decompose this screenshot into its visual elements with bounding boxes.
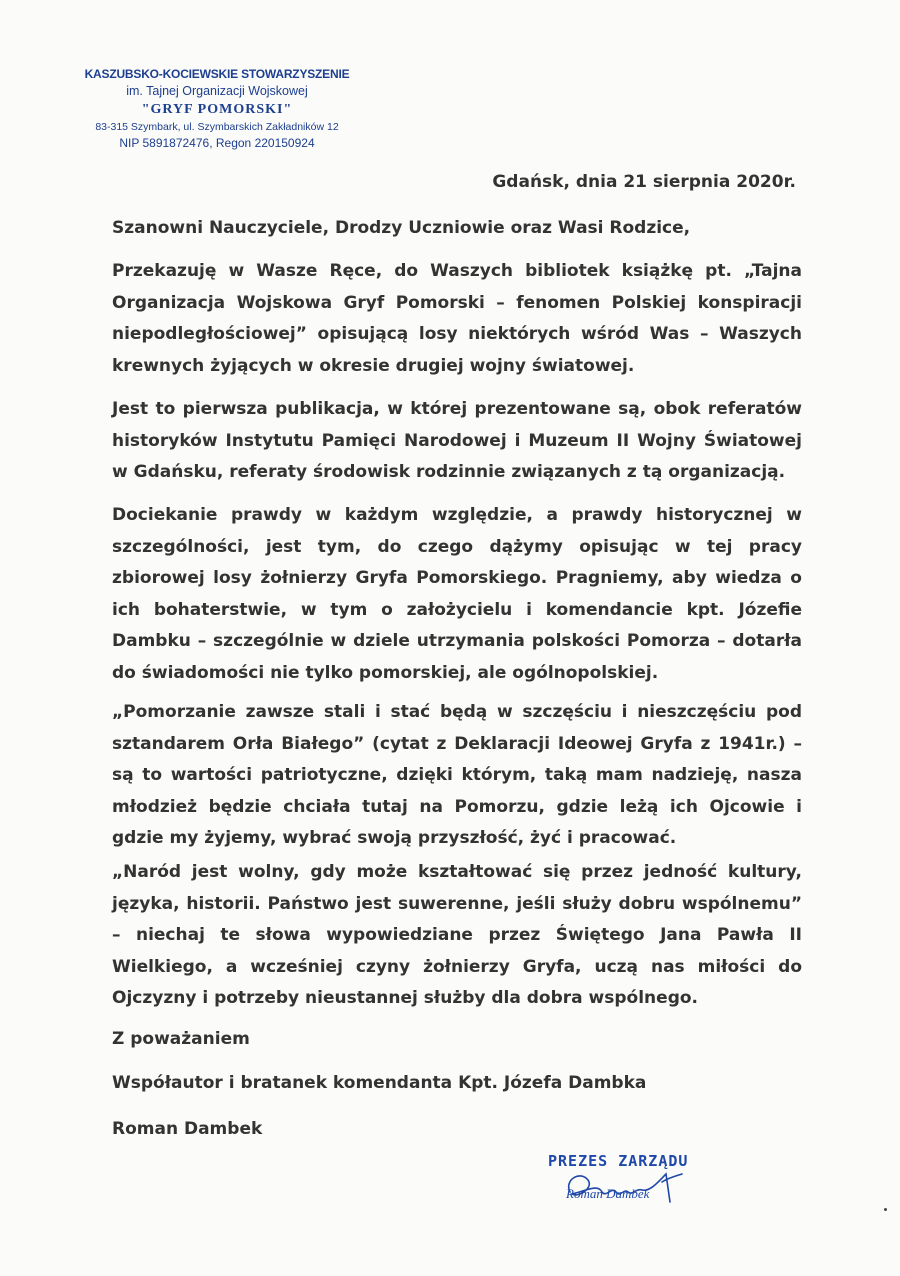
organization-registry: NIP 5891872476, Regon 220150924 — [119, 136, 315, 150]
paragraph-5: „Naród jest wolny, gdy może kształtować się przez jedność kultury, języka, historii. Państwo jest suwerenne, jeśli służy dobru wspólnemu” – niechaj te słowa wypowiedziane przez Świętego Jana Pawła II Wielkiego, a wcześniej czyny żołnierzy Gryfa, uczą nas miłości do Ojczyzny i potrzeby nieustannej służby dla dobra wspólnego. — [112, 862, 802, 1008]
organization-line-1: KASZUBSKO-KOCIEWSKIE STOWARZYSZENIE — [84, 67, 350, 81]
author-name: Roman Dambek — [112, 1119, 263, 1139]
paragraph-1: Przekazuję w Wasze Ręce, do Waszych bibliotek książkę pt. „Tajna Organizacja Wojskowa Gryf Pomorski – fenomen Polskiej konspiracji niepodległościowej” opisującą losy niektórych wśród Was – Waszych krewnych żyjących w okresie drugiej wojny światowej. — [112, 261, 802, 376]
handwritten-signature — [558, 1162, 708, 1212]
organization-address: 83-315 Szymbark, ul. Szymbarskich Zakładników 12 — [95, 121, 339, 133]
paragraph-2: Jest to pierwsza publikacja, w której prezentowane są, obok referatów historyków Instytutu Pamięci Narodowej i Muzeum II Wojny Światowej w Gdańsku, referaty środowisk rodzinnie związanych z tą organizacją. — [112, 399, 802, 482]
greeting: Szanowni Nauczyciele, Drodzy Uczniowie oraz Wasi Rodzice, — [112, 218, 691, 238]
page-speck — [884, 1208, 887, 1211]
letter-date: Gdańsk, dnia 21 sierpnia 2020r. — [492, 172, 796, 192]
coauthor-line: Współautor i bratanek komendanta Kpt. Józefa Dambka — [112, 1073, 647, 1093]
organization-name: "GRYF POMORSKI" — [141, 102, 293, 117]
paragraph-4: „Pomorzanie zawsze stali i stać będą w szczęściu i nieszczęściu pod sztandarem Orła Białego” (cytat z Deklaracji Ideowej Gryfa z 1941r.) – są to wartości patriotyczne, dzięki którym, taką mam nadzieję, nasza młodzież będzie chciała tutaj na Pomorzu, gdzie leżą ich Ojcowie i gdzie my żyjemy, wybrać swoją przyszłość, żyć i pracować. — [112, 702, 802, 848]
closing: Z poważaniem — [112, 1029, 250, 1049]
organization-line-2: im. Tajnej Organizacji Wojskowej — [126, 84, 308, 98]
paragraph-3: Dociekanie prawdy w każdym względzie, a prawdy historycznej w szczególności, jest tym, do czego dążymy opisując w tej pracy zbiorowej losy żołnierzy Gryfa Pomorskiego. Pragniemy, aby wiedza o ich bohaterstwie, w tym o założycielu i komendancie kpt. Józefie Dambku – szczególnie w dziele utrzymania polskości Pomorza – dotarła do świadomości nie tylko pomorskiej, ale ogólnopolskiej. — [112, 505, 802, 683]
letterhead — [82, 66, 352, 152]
stamp-name: Roman Dambek — [566, 1186, 650, 1201]
stamp-title: PREZES ZARZĄDU — [548, 1152, 689, 1170]
